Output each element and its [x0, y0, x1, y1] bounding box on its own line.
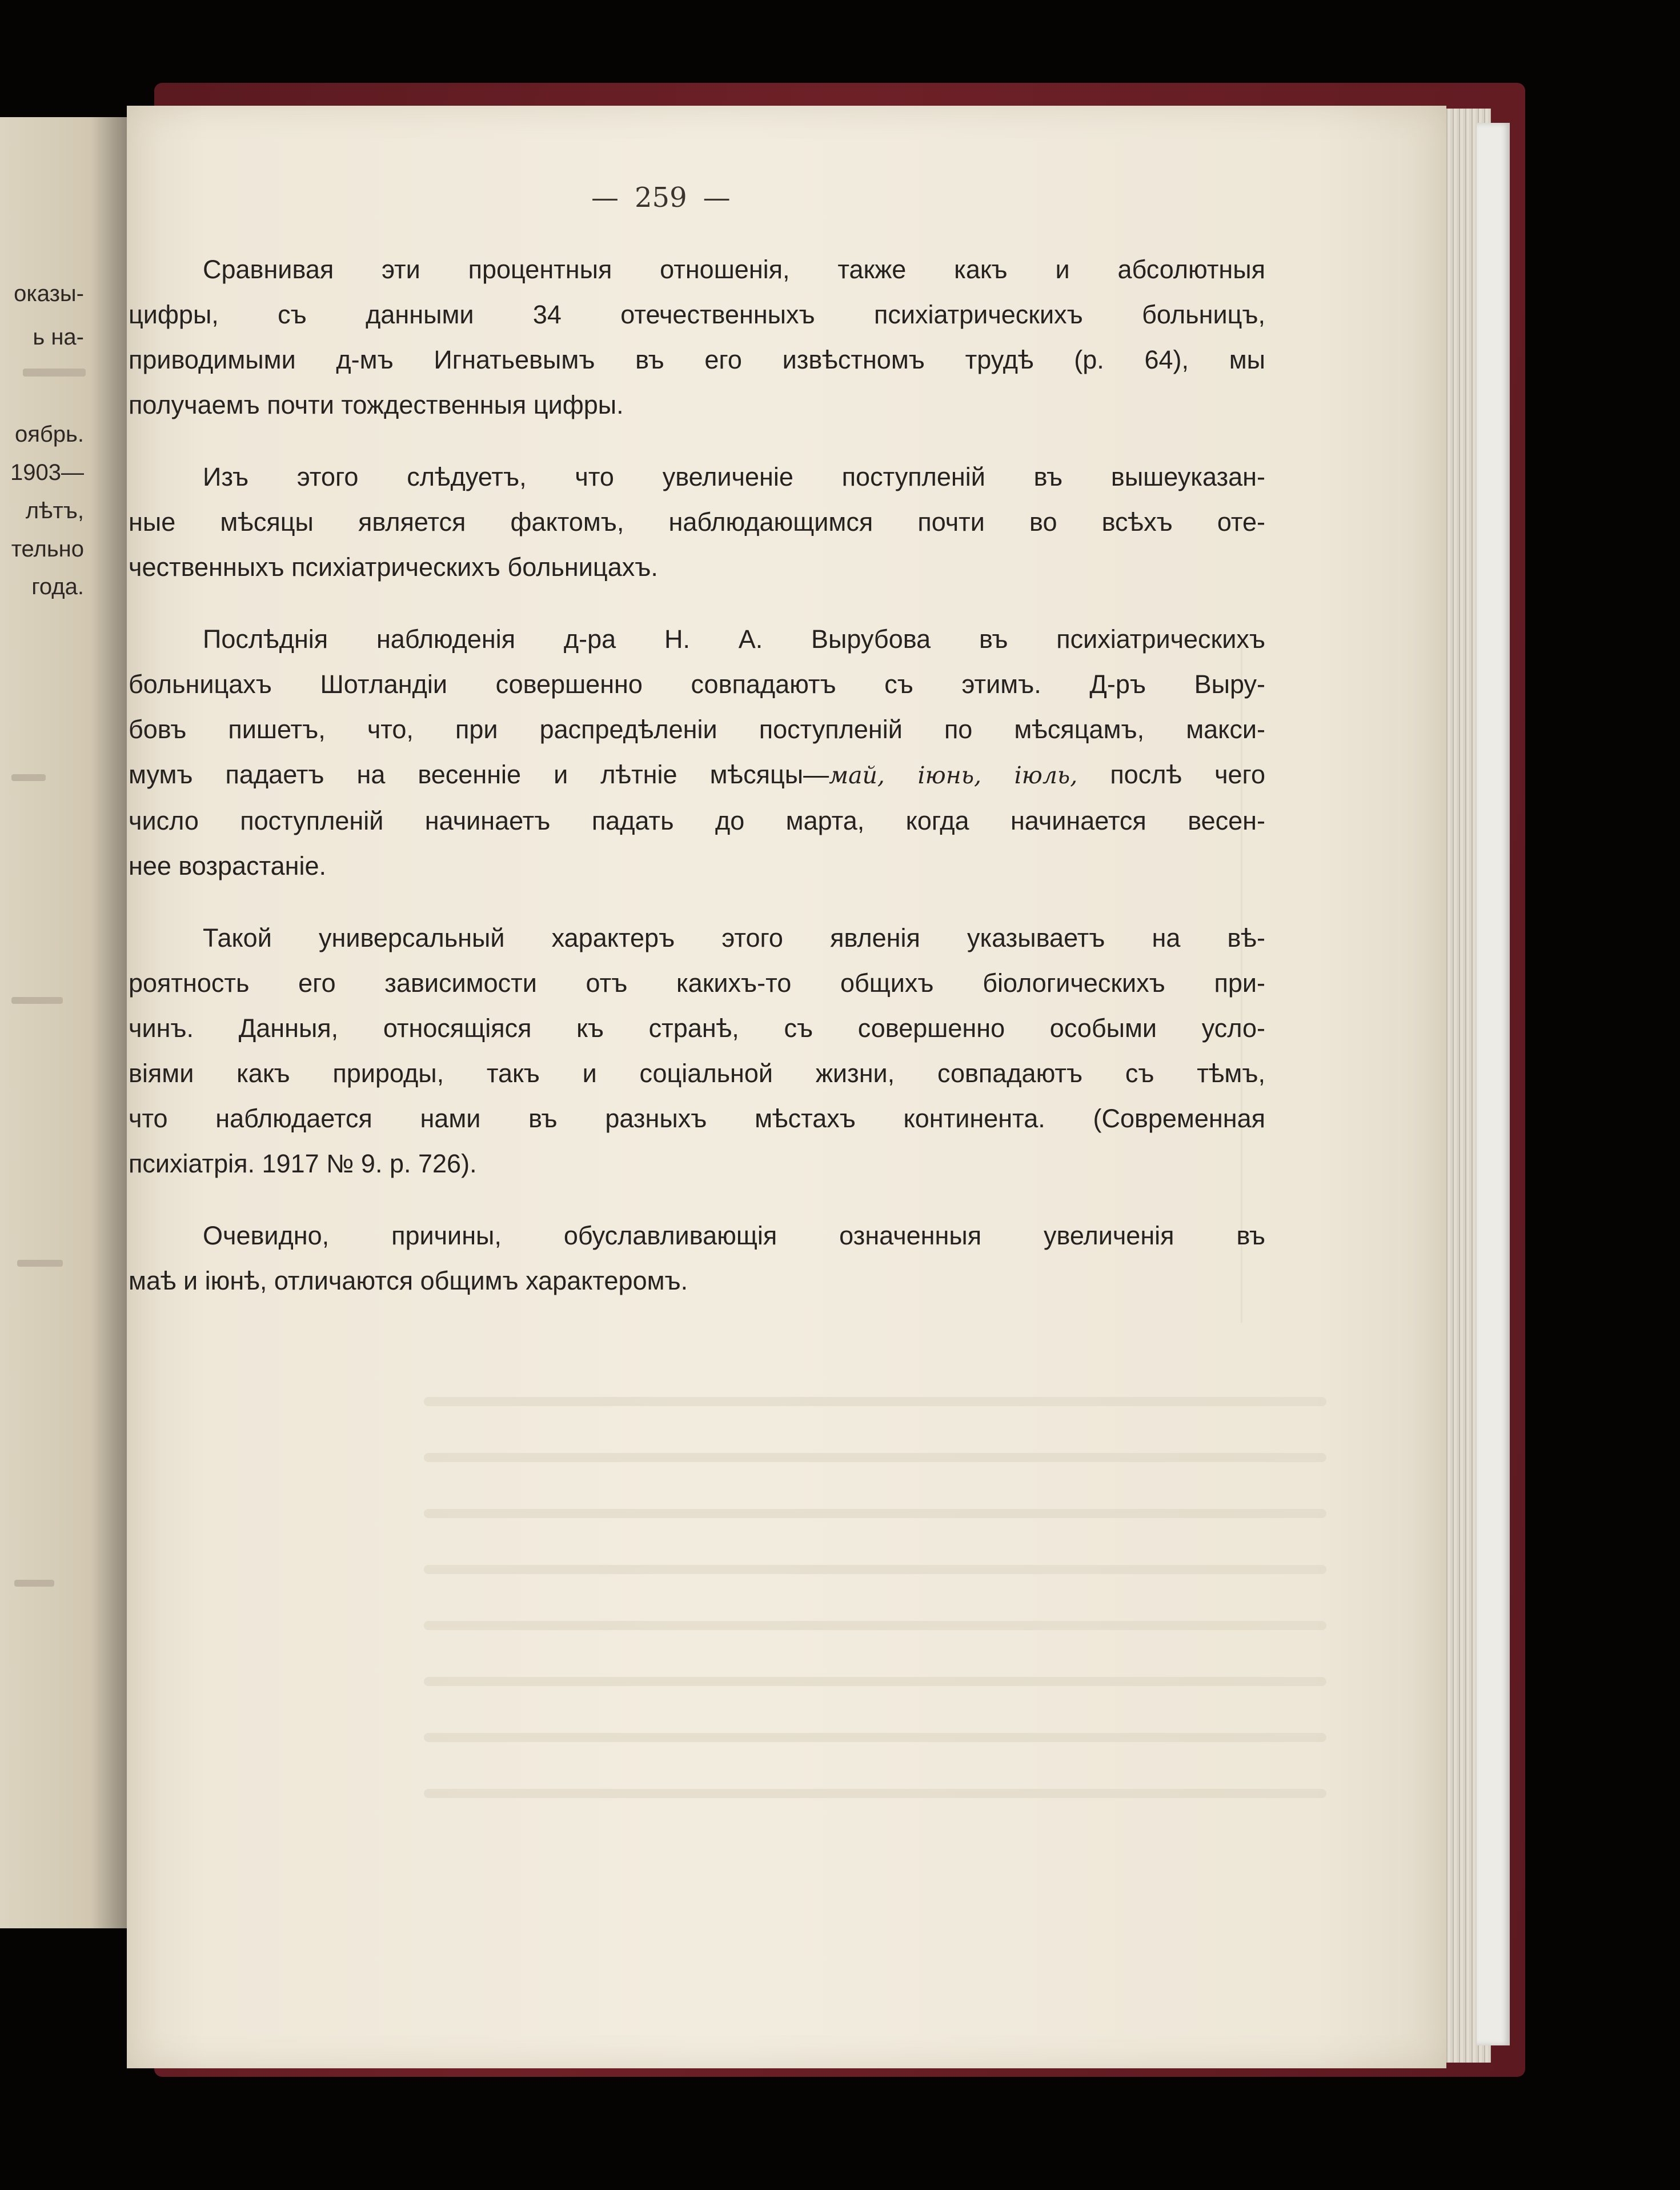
- page-body: [129, 247, 1265, 1330]
- text-line: чинъ. Данныя, относящіяся къ странѣ, съ совершенно особыми усло-: [129, 1014, 1265, 1043]
- text-line: віями какъ природы, такъ и соціальной жизни, совпадаютъ съ тѣмъ,: [129, 1059, 1265, 1088]
- text-line: что наблюдается нами въ разныхъ мѣстахъ континента. (Современная: [129, 1104, 1265, 1133]
- text-segment: послѣ чего: [1077, 760, 1265, 789]
- header-dash: —: [703, 182, 731, 214]
- text-line: приводимыми д-мъ Игнатьевымъ въ его извѣстномъ трудѣ (р. 64), мы: [129, 345, 1265, 374]
- left-page-line: 1903—: [10, 460, 84, 485]
- left-page-line: года.: [31, 574, 84, 599]
- italic-months: май, іюнь, іюль,: [829, 762, 1078, 789]
- text-line: цифры, съ данными 34 отечественныхъ психіатрическихъ больницъ,: [129, 300, 1265, 329]
- bleed-mark: [23, 369, 86, 377]
- text-segment: мумъ падаетъ на весенніе и лѣтніе мѣсяцы—: [129, 760, 829, 789]
- left-page-line: лѣтъ,: [25, 498, 84, 523]
- bleed-mark: [17, 1260, 63, 1267]
- text-line: Послѣднія наблюденія д-ра Н. А. Вырубова въ психіатрическихъ: [203, 624, 1265, 654]
- left-facing-page: [0, 117, 129, 1928]
- paragraph: [129, 454, 1265, 590]
- text-line: Сравнивая эти процентныя отношенія, также какъ и абсолютныя: [203, 255, 1265, 284]
- text-line: бовъ пишетъ, что, при распредѣленіи поступленій по мѣсяцамъ, макси-: [129, 715, 1265, 744]
- text-line: Очевидно, причины, обуславливающія означенныя увеличенія въ: [203, 1221, 1265, 1250]
- header-dash: —: [591, 182, 619, 214]
- text-line: ные мѣсяцы является фактомъ, наблюдающимся почти во всѣхъ оте-: [129, 507, 1265, 537]
- paragraph: [129, 1213, 1265, 1303]
- text-line: роятность его зависимости отъ какихъ-то общихъ біологическихъ при-: [129, 968, 1265, 998]
- left-page-line: тельно: [11, 537, 84, 562]
- paragraph: [129, 247, 1265, 427]
- left-page-line: ь на-: [33, 325, 84, 350]
- text-line: больницахъ Шотландіи совершенно совпадаютъ съ этимъ. Д-ръ Выру-: [129, 670, 1265, 699]
- text-line: число поступленій начинаетъ падать до марта, когда начинается весен-: [129, 806, 1265, 835]
- text-line-mixed: [129, 752, 1265, 798]
- paragraph: [129, 616, 1265, 888]
- page-number: 259: [635, 182, 687, 214]
- left-page-line: оказы-: [14, 281, 84, 306]
- paragraph: [129, 915, 1265, 1186]
- text-line: получаемъ почти тождественныя цифры.: [129, 390, 624, 419]
- text-line: нее возрастаніе.: [129, 851, 327, 880]
- bleed-through-table: [1241, 637, 1416, 1323]
- bleed-mark: [11, 997, 63, 1004]
- bleed-through-text: [424, 1397, 1326, 1865]
- text-line: чественныхъ психіатрическихъ больницахъ.: [129, 552, 658, 582]
- bleed-mark: [11, 774, 46, 781]
- text-line: психіатрія. 1917 № 9. р. 726).: [129, 1149, 477, 1178]
- text-line: Такой универсальный характеръ этого явленія указываетъ на вѣ-: [203, 923, 1265, 952]
- bleed-mark: [14, 1580, 54, 1587]
- left-page-line: оябрь.: [14, 422, 84, 447]
- page-edge-outer: [1477, 123, 1510, 2045]
- page-header: [591, 182, 731, 214]
- text-line: Изъ этого слѣдуетъ, что увеличеніе поступленій въ вышеуказан-: [203, 462, 1265, 491]
- text-line: маѣ и іюнѣ, отличаются общимъ характеромъ.: [129, 1266, 688, 1295]
